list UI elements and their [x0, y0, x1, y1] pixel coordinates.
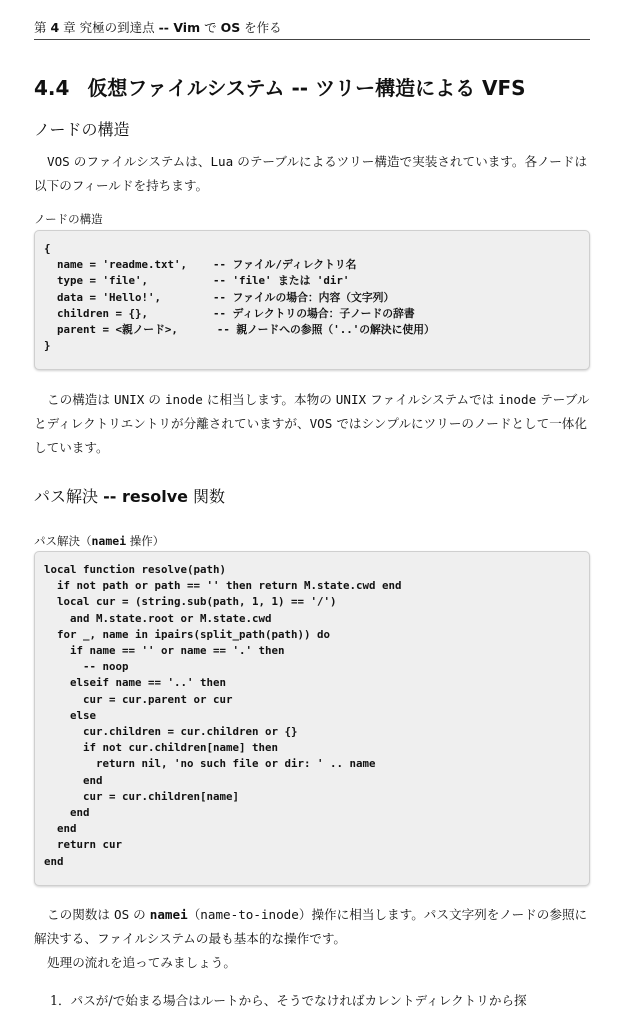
- node-structure-code-block: [34, 230, 590, 370]
- flow-intro-paragraph: 処理の流れを追ってみましょう。: [47, 955, 236, 970]
- section-title: [34, 72, 526, 101]
- section-number: 4.4: [34, 76, 70, 100]
- section-title-text: 仮想ファイルシステム -- ツリー構造による VFS: [87, 76, 526, 100]
- subsection-path-resolution: パス解決 -- resolve 関数: [34, 487, 226, 506]
- node-structure-paragraph: VOS のファイルシステムは、Lua のテーブルによるツリー構造で実装されています。各ノードは以下のフィールドを持ちます。: [34, 154, 588, 193]
- resolve-code-block: [34, 551, 590, 886]
- subsection-node-structure: ノードの構造: [34, 120, 130, 139]
- namei-paragraph: この関数は OS の namei（name-to-inode）操作に相当します。パス文字列をノードの参照に解決する、ファイルシステムの最も基本的な操作です。: [34, 907, 588, 946]
- inode-paragraph: この構造は UNIX の inode に相当します。本物の UNIX ファイルシステムでは inode テーブルとディレクトリエントリが分離されていますが、VOS ではシンプルにツリーのノードとして一体化しています。: [34, 392, 590, 455]
- running-head: 第 4 章 究極の到達点 -- Vim で OS を作る: [34, 18, 590, 40]
- node-structure-caption: ノードの構造: [34, 212, 103, 226]
- resolve-caption: パス解決（namei 操作）: [34, 534, 165, 548]
- resolve-code: local function resolve(path) if not path or path == '' then return M.state.cwd end local cur = (string.sub(path, 1, 1) == '/') and M.state.root or M.state.cwd for _, name in ipairs(split_path(path)) do if name == '' or name == '.' then -- noop elseif name == '..' then cur = cur.parent or cur else cur.children = cur.children or {} if not cur.children[name] then return nil, 'no such file or dir: ' .. name end cur = cur.children[name] end end return cur end: [44, 563, 402, 868]
- list-item: 1．パスが/で始まる場合はルートから、そうでなければカレントディレクトリから探: [50, 993, 527, 1008]
- node-structure-code: { name = 'readme.txt', -- ファイル/ディレクトリ名 type = 'file', -- 'file' または 'dir' data = 'Hello!', -- ファイルの場合：内容（文字列） children = {}, -- ディレクトリの場合：子ノードの辞書 parent = <親ノード>, -- 親ノードへの参照（'..'の解決に使用） }: [44, 242, 435, 353]
